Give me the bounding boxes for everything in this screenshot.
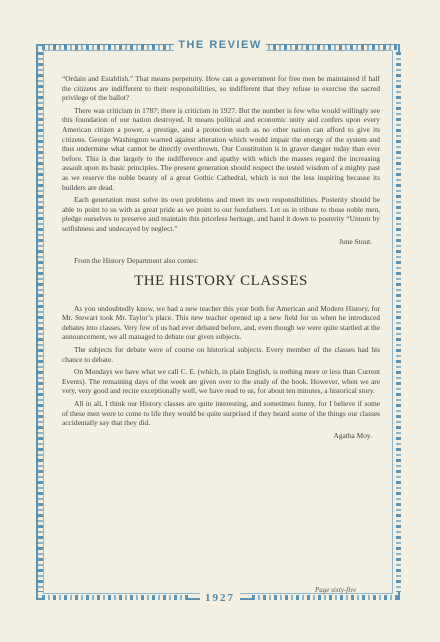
- section-author: Agatha Moy.: [333, 430, 372, 440]
- article-paragraph: “Ordain and Establish.” That means perpetuity. How can a government for free men be maintained if half the citizens are indifferent to their responsibilities, so indifferent that they refuse to exercise the sacred privilege of the ballot?: [62, 74, 380, 103]
- section-paragraph: All in all, I think our History classes are quite interesting, and sometimes funny, for I believe if some of these men were to come to life they would be quite surprised if they heard some of the things our classes accidentally say that they did.: [62, 399, 380, 428]
- intro-line: From the History Department also comes:: [74, 256, 199, 266]
- section-paragraph: As you undoubtedly know, we had a new teacher this year both for American and Modern History, for Mr. Stewart took Mr. Taylor’s place. This new teacher opened up a new field for us when he introduced debates into classes. Very few of us had ever debated before, and, even though we were quite startled at the announcement, we all managed to debate our given subjects.: [62, 303, 380, 342]
- article-paragraph: There was criticism in 1787; there is criticism in 1927. But the number is few who would willingly see this foundation of our nation destroyed. It means political and economic unity and confers upon every American citizen a power, a prestige, and a protection such as no other nation can afford to give its citizens. George Washington warned against alteration which would impair the energy of the system and thus undermine what cannot be directly overthrown. Our Constitution is in graver danger today than ever before. This is due largely to the indifference and apathy with which the masses regard the increasing assault upon its basic principles. The present generation should respect the tested wisdom of a mighty past as we reserve the noble beauty of a great Gothic Cathedral, which is not the less inspiring because its builders are dead.: [62, 105, 380, 192]
- article-paragraph: Each generation must solve its own problems and meet its own responsibilities. Posterity should be able to point to us with as great pride as we point to our forefathers. Let us in tribute to those noble men, pledge ourselves to preserve and maintain this priceless heritage, and hand it down to posterity “Untorn by selfishness and undecayed by neglect.”: [62, 195, 380, 233]
- header-title: THE REVIEW: [174, 39, 265, 51]
- article-author: June Stout.: [339, 236, 372, 246]
- right-border-ornament: [396, 52, 401, 592]
- section-title: THE HISTORY CLASSES: [134, 272, 308, 289]
- section-paragraph: The subjects for debate were of course on historical subjects. Every member of the classes had his chance to debate.: [62, 345, 380, 364]
- section-paragraph: On Mondays we have what we call C. E. (which, in plain English, is nothing more or less than Current Events). The remaining days of the week are given over to the study of the book. However, when we are very, very good and recite exceptionally well, we have read to us, for about ten minutes, a historical story.: [62, 367, 380, 396]
- footer-year-text: 1927: [200, 592, 240, 604]
- footer-year: [0, 592, 440, 604]
- page-number: Page sixty-five: [315, 586, 357, 594]
- running-header: [0, 39, 440, 51]
- page-content: [62, 74, 380, 446]
- left-border-ornament: [38, 52, 43, 592]
